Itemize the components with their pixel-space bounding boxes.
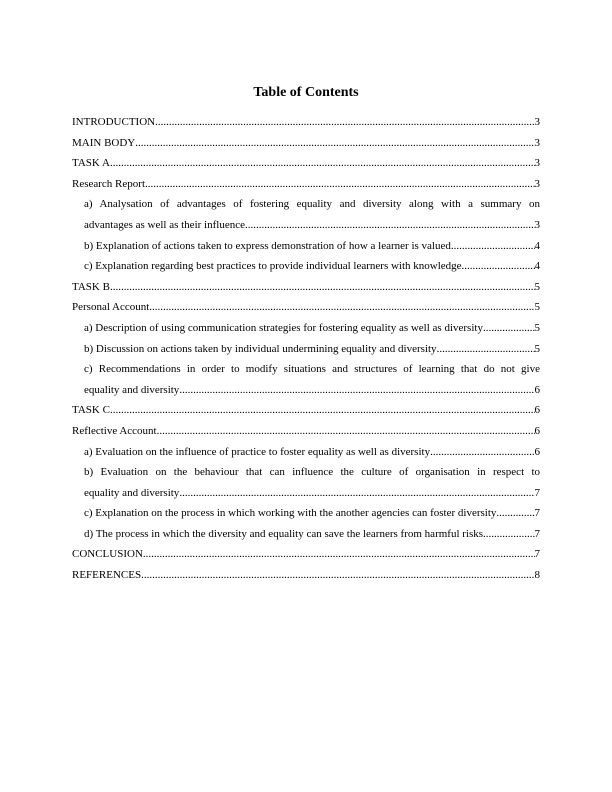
toc-entry-text: INTRODUCTION (72, 116, 156, 128)
toc-entry-text: REFERENCES (72, 569, 142, 582)
toc-entry-text: b) Explanation of actions taken to express demonstration of how a learner is valued (84, 239, 451, 252)
toc-entry-text: a) Description of using communication strategies for fostering equality as well as diversity (84, 321, 483, 334)
toc-dot-leader (141, 565, 534, 586)
toc-entry-page: 4 (534, 260, 540, 273)
toc-dot-leader (143, 544, 535, 565)
toc-entry-task-b[interactable] (72, 277, 540, 298)
toc-entry-learner-valued[interactable] (72, 236, 540, 257)
toc-dot-leader (110, 153, 535, 174)
toc-dot-leader (110, 277, 535, 298)
toc-entry-personal-account[interactable] (72, 297, 540, 318)
toc-dot-leader (483, 318, 535, 339)
toc-entry-text: c) Explanation regarding best practices to provide individual learners with knowledge (84, 260, 462, 273)
toc-entry-text: c) Explanation on the process in which working with the another agencies can foster diversity (84, 507, 497, 520)
toc-entry-text-line1: c) Recommendations in order to modify situations and structures of learning that do not give (84, 363, 540, 376)
toc-entry-text: b) Discussion on actions taken by individual undermining equality and diversity (84, 342, 437, 355)
toc-entry-text: TASK B (72, 280, 110, 293)
toc-entry-page: 7 (534, 486, 540, 499)
toc-entry-undermining-equality[interactable] (72, 339, 540, 360)
toc-entry-harmful-risks[interactable] (72, 524, 540, 545)
toc-entry-text-line1: b) Evaluation on the behaviour that can influence the culture of organisation in respect to (84, 466, 540, 479)
toc-entry-other-agencies[interactable] (72, 503, 540, 524)
toc-entry-text: TASK A (72, 157, 110, 170)
toc-entry-page: 3 (534, 177, 540, 190)
toc-entry-text: advantages as well as their influence (84, 218, 245, 231)
toc-entry-text: CONCLUSION (72, 548, 143, 561)
toc-entry-references[interactable] (72, 565, 540, 586)
toc-entry-research-report[interactable] (72, 174, 540, 195)
table-of-contents (72, 112, 540, 586)
toc-entry-reflective-account[interactable] (72, 421, 540, 442)
toc-entry-page: 3 (534, 116, 540, 128)
toc-entry-conclusion[interactable] (72, 544, 540, 565)
toc-dot-leader (430, 442, 534, 463)
toc-entry-page: 7 (534, 548, 540, 561)
toc-entry-text: equality and diversity (84, 383, 180, 396)
toc-entry-text: Personal Account (72, 301, 150, 314)
toc-dot-leader (149, 297, 534, 318)
toc-entry-task-a[interactable] (72, 153, 540, 174)
toc-dot-leader (451, 236, 535, 257)
toc-entry-text: a) Evaluation on the influence of practice to foster equality as well as diversity (84, 445, 431, 458)
toc-entry-page: 3 (534, 218, 540, 231)
toc-entry-text: TASK C (72, 404, 110, 417)
toc-dot-leader (496, 503, 534, 524)
toc-entry-page: 5 (534, 321, 540, 334)
toc-dot-leader (179, 483, 534, 504)
toc-entry-page: 8 (534, 569, 540, 582)
toc-entry-behaviour-culture[interactable] (72, 462, 540, 503)
toc-dot-leader (155, 112, 534, 133)
toc-entry-analysation-advantages[interactable] (72, 194, 540, 235)
toc-entry-communication-strategies[interactable] (72, 318, 540, 339)
toc-entry-page: 3 (534, 157, 540, 170)
toc-entry-text: Reflective Account (72, 424, 157, 437)
toc-entry-page: 5 (534, 280, 540, 293)
toc-entry-page: 6 (534, 383, 540, 396)
toc-entry-page: 5 (534, 342, 540, 355)
toc-title: Table of Contents (253, 85, 359, 100)
toc-entry-text: d) The process in which the diversity and equality can save the learners from harmful risks (84, 527, 484, 540)
toc-entry-influence-of-practice[interactable] (72, 442, 540, 463)
toc-entry-text-line1: a) Analysation of advantages of fostering equality and diversity along with a summary on (84, 198, 540, 211)
toc-entry-text: MAIN BODY (72, 136, 136, 149)
toc-dot-leader (245, 215, 535, 236)
toc-entry-page: 3 (534, 136, 540, 149)
toc-entry-recommendations[interactable] (72, 359, 540, 400)
toc-dot-leader (110, 400, 535, 421)
toc-entry-page: 4 (534, 239, 540, 252)
toc-dot-leader (483, 524, 534, 545)
toc-entry-page: 6 (534, 424, 540, 437)
toc-entry-best-practices[interactable] (72, 256, 540, 277)
toc-entry-task-c[interactable] (72, 400, 540, 421)
toc-entry-page: 6 (534, 404, 540, 417)
toc-dot-leader (145, 174, 535, 195)
toc-entry-page: 7 (534, 527, 540, 540)
toc-dot-leader (179, 380, 534, 401)
toc-dot-leader (135, 133, 534, 154)
toc-entry-page: 5 (534, 301, 540, 314)
toc-dot-leader (462, 256, 535, 277)
toc-entry-introduction[interactable] (72, 112, 540, 133)
toc-entry-page: 6 (534, 445, 540, 458)
toc-entry-page: 7 (534, 507, 540, 520)
toc-entry-text: equality and diversity (84, 486, 180, 499)
toc-dot-leader (157, 421, 535, 442)
toc-entry-main-body[interactable] (72, 133, 540, 154)
toc-entry-text: Research Report (72, 177, 145, 190)
toc-dot-leader (437, 339, 535, 360)
